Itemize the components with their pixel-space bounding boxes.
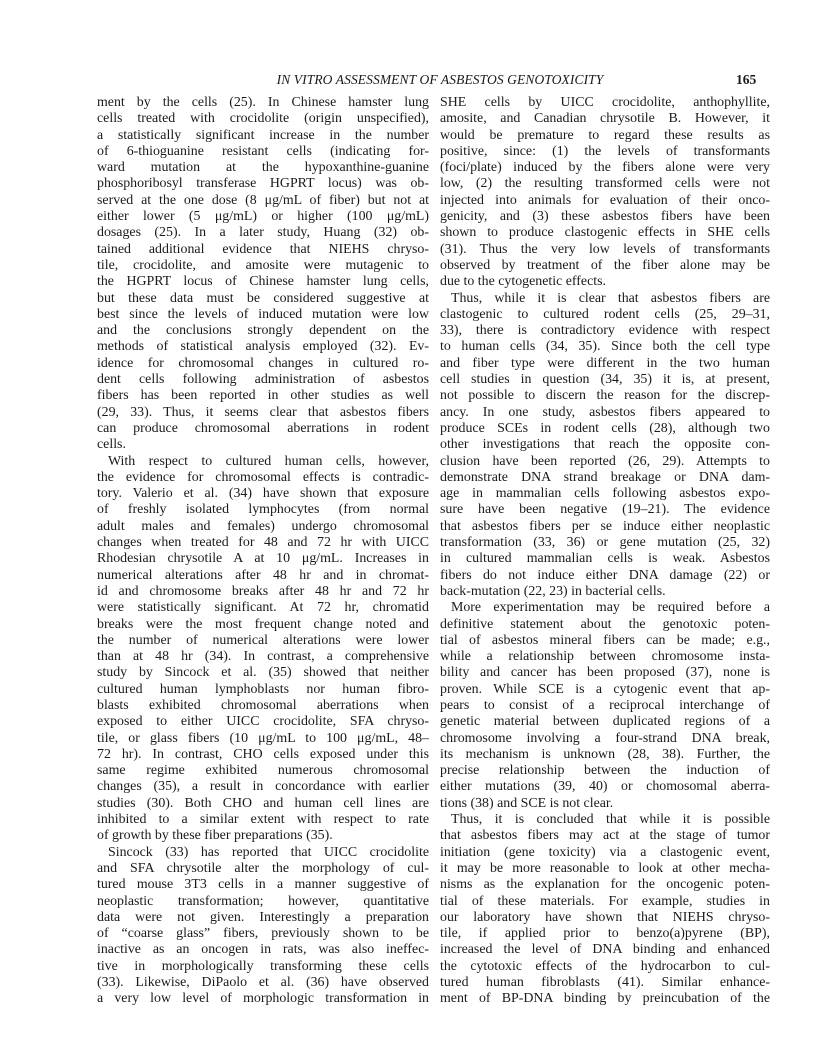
- paragraph: [440, 600, 770, 812]
- text-column-right: [440, 95, 770, 1008]
- text-line: tial of these materials. For example, studies in: [440, 893, 770, 909]
- text-line: and the conclusions strongly dependent on the: [97, 323, 429, 339]
- text-line: the number of numerical alterations were lower: [97, 632, 429, 648]
- text-line: tial of asbestos mineral fibers can be made; e.g.,: [440, 632, 770, 648]
- text-line: tions (38) and SCE is not clear.: [440, 795, 614, 811]
- text-line: numerical alterations after 48 hr and in chromat-: [97, 567, 429, 583]
- text-line: transformation (33, 36) or gene mutation (25, 32): [440, 535, 770, 551]
- text-line: due to the cytogenetic effects.: [440, 274, 606, 290]
- text-line: dosages (25). In a later study, Huang (32) ob-: [97, 225, 429, 241]
- text-line: shown to produce clastogenic effects in SHE cells: [440, 225, 770, 241]
- text-line: cultured human lymphoblasts nor human fibro-: [97, 681, 429, 697]
- text-line: Thus, while it is clear that asbestos fibers are: [451, 290, 770, 306]
- text-line: dent cells following administration of asbestos: [97, 372, 429, 388]
- text-line: clastogenic to cultured rodent cells (25, 29–31,: [440, 306, 770, 322]
- text-line: ancy. In one study, asbestos fibers appeared to: [440, 404, 770, 420]
- text-line: Sincock (33) has reported that UICC crocidolite: [108, 844, 429, 860]
- text-line: of freshly isolated lymphocytes (from normal: [97, 502, 429, 518]
- text-line: precise relationship between the induction of: [440, 763, 770, 779]
- text-line: definitive statement about the genotoxic poten-: [440, 616, 770, 632]
- text-line: while a relationship between chromosome insta-: [440, 649, 770, 665]
- text-line: neoplastic transformation; however, quantitative: [97, 893, 429, 909]
- text-line: inactive as an oncogen in rats, was also ineffec-: [97, 942, 429, 958]
- text-line: ward mutation at the hypoxanthine-guanine: [97, 160, 429, 176]
- text-line: tured mouse 3T3 cells in a manner suggestive of: [97, 877, 429, 893]
- text-line: fibers has been reported in other studies as well: [97, 388, 429, 404]
- text-line: not possible to discern the reason for the discrep-: [440, 388, 770, 404]
- text-line: best since the levels of induced mutation were low: [97, 306, 429, 322]
- text-line: demonstrate DNA strand breakage or DNA dam-: [440, 469, 770, 485]
- text-line: served at the one dose (8 μg/mL of fiber) but not at: [97, 192, 429, 208]
- text-line: Thus, it is concluded that while it is possible: [451, 812, 770, 828]
- text-line: injected into animals for evaluation of their onco-: [440, 192, 770, 208]
- text-line: tile, if applied prior to benzo(a)pyrene (BP),: [440, 926, 770, 942]
- text-line: data were not given. Interestingly a preparation: [97, 909, 429, 925]
- text-line: low, (2) the resulting transformed cells were not: [440, 176, 770, 192]
- text-line: changes when treated for 48 and 72 hr with UICC: [97, 535, 429, 551]
- text-line: genicity, and (3) these asbestos fibers have been: [440, 209, 770, 225]
- text-line: tured human fibroblasts (41). Similar enhance-: [440, 975, 770, 991]
- text-line: a very low level of morphologic transformation in: [97, 991, 429, 1007]
- text-line: can produce chromosomal aberrations in rodent: [97, 420, 429, 436]
- text-line: id and chromosome breaks after 48 hr and 72 hr: [97, 583, 429, 599]
- text-line: of growth by these fiber preparations (35).: [97, 828, 333, 844]
- text-line: initiation (gene toxicity) via a clastogenic event,: [440, 844, 770, 860]
- text-line: Rhodesian chrysotile A at 10 μg/mL. Increases in: [97, 551, 429, 567]
- paragraph: [97, 454, 429, 845]
- text-line: pears to consist of a reciprocal interchange of: [440, 697, 770, 713]
- text-line: With respect to cultured human cells, however,: [108, 453, 429, 469]
- text-line: clusion have been reported (26, 29). Attempts to: [440, 453, 770, 469]
- text-line: observed by treatment of the fiber alone may be: [440, 257, 770, 273]
- text-line: produce SCEs in rodent cells (28), although two: [440, 420, 770, 436]
- text-line: to human cells (34, 35). Since both the cell type: [440, 339, 770, 355]
- text-line: and fiber type were different in the two human: [440, 355, 770, 371]
- text-line: phosphoribosyl transferase HGPRT locus) was ob-: [97, 176, 429, 192]
- text-line: inhibited to a similar extent with respect to rate: [97, 812, 429, 828]
- text-line: either lower (5 μg/mL) or higher (100 μg/mL): [97, 209, 429, 225]
- text-line: age in mammalian cells following asbestos expo-: [440, 486, 770, 502]
- text-line: chromosome involving a four-strand DNA break,: [440, 730, 770, 746]
- text-line: study by Sincock et al. (35) showed that neither: [97, 665, 429, 681]
- text-line: amosite, and Canadian chrysotile B. However, it: [440, 111, 770, 127]
- text-line: either mutations (39, 40) or chomosomal aberra-: [440, 779, 770, 795]
- text-line: blasts exhibited chromosomal aberrations when: [97, 697, 429, 713]
- text-line: its mechanism is unknown (28, 38). Further, the: [440, 746, 770, 762]
- text-line: fibers do not induce either DNA damage (22) or: [440, 567, 770, 583]
- text-line: it may be more reasonable to look at other mecha-: [440, 860, 770, 876]
- text-line: of “coarse glass” fibers, previously shown to be: [97, 926, 429, 942]
- text-line: a statistically significant increase in the number: [97, 127, 429, 143]
- text-line: tile, crocidolite, and amosite were mutagenic to: [97, 257, 429, 273]
- text-line: adult males and females) undergo chromosomal: [97, 518, 429, 534]
- paragraph: [97, 95, 429, 454]
- text-line: 33), there is contradictory evidence with respect: [440, 323, 770, 339]
- text-column-left: [97, 95, 429, 1008]
- running-title: IN VITRO ASSESSMENT OF ASBESTOS GENOTOXICITY: [276, 72, 604, 87]
- text-line: in cultured mammalian cells is weak. Asbestos: [440, 551, 770, 567]
- text-line: tory. Valerio et al. (34) have shown that exposure: [97, 486, 429, 502]
- text-line: the cytotoxic effects of the hydrocarbon to cul-: [440, 958, 770, 974]
- text-line: 72 hr). In contrast, CHO cells exposed under this: [97, 746, 429, 762]
- text-line: bility and cancer has been proposed (37), none is: [440, 665, 770, 681]
- text-line: (29, 33). Thus, it seems clear that asbestos fibers: [97, 404, 429, 420]
- text-line: but these data must be considered suggestive at: [97, 290, 429, 306]
- text-line: (31). Thus the very low levels of transformants: [440, 241, 770, 257]
- paragraph: [97, 845, 429, 1008]
- text-line: tained additional evidence that NIEHS chryso-: [97, 241, 429, 257]
- text-line: other investigations that reach the opposite con-: [440, 437, 770, 453]
- text-line: than at 48 hr (34). In contrast, a comprehensive: [97, 649, 429, 665]
- text-line: cells.: [97, 437, 126, 453]
- text-line: positive, since: (1) the levels of transformants: [440, 143, 770, 159]
- text-line: same regime exhibited numerous chromosomal: [97, 763, 429, 779]
- text-line: ment of BP-DNA binding by preincubation of the: [440, 991, 770, 1007]
- text-line: the evidence for chromosomal effects is contradic-: [97, 469, 429, 485]
- text-line: ment by the cells (25). In Chinese hamster lung: [97, 95, 429, 110]
- text-line: our laboratory have shown that NIEHS chryso-: [440, 909, 770, 925]
- text-line: studies (30). Both CHO and human cell lines are: [97, 795, 429, 811]
- paragraph: [440, 291, 770, 601]
- text-line: cell studies in question (34, 35) it is, at present,: [440, 372, 770, 388]
- text-line: tive in morphologically transforming these cells: [97, 958, 429, 974]
- text-line: (33). Likewise, DiPaolo et al. (36) have observed: [97, 975, 429, 991]
- text-line: proven. While SCE is a cytogenic event that ap-: [440, 681, 770, 697]
- text-line: sure have been negative (19–21). The evidence: [440, 502, 770, 518]
- paragraph: [440, 95, 770, 291]
- text-line: nisms as the explanation for the oncogenic poten-: [440, 877, 770, 893]
- text-line: genetic material between duplicated regions of a: [440, 714, 770, 730]
- text-line: (foci/plate) induced by the fibers alone were very: [440, 160, 770, 176]
- text-line: that asbestos fibers may act at the stage of tumor: [440, 828, 770, 844]
- text-line: methods of statistical analysis employed (32). Ev-: [97, 339, 429, 355]
- text-line: exposed to either UICC crocidolite, SFA chryso-: [97, 714, 429, 730]
- text-line: cells treated with crocidolite (origin unspecified),: [97, 111, 429, 127]
- paragraph: [440, 812, 770, 1008]
- text-line: and SFA chrysotile alter the morphology of cul-: [97, 860, 429, 876]
- text-line: of 6-thioguanine resistant cells (indicating for-: [97, 143, 429, 159]
- text-line: breaks were the most frequent change noted and: [97, 616, 429, 632]
- text-line: were statistically significant. At 72 hr, chromatid: [97, 600, 429, 616]
- text-line: SHE cells by UICC crocidolite, anthophyllite,: [440, 95, 770, 110]
- text-line: idence for chromosomal changes in cultured ro-: [97, 355, 429, 371]
- text-line: that asbestos fibers per se induce either neoplastic: [440, 518, 770, 534]
- page-number: 165: [736, 72, 757, 87]
- text-line: tile, or glass fibers (10 μg/mL to 100 μg/mL, 48–: [97, 730, 429, 746]
- text-line: More experimentation may be required before a: [451, 600, 770, 616]
- text-line: would be premature to regard these results as: [440, 127, 770, 143]
- text-line: changes (35), a result in concordance with earlier: [97, 779, 429, 795]
- text-line: increased the level of DNA binding and enhanced: [440, 942, 770, 958]
- text-line: the HGPRT locus of Chinese hamster lung cells,: [97, 274, 429, 290]
- text-line: back-mutation (22, 23) in bacterial cells.: [440, 583, 666, 599]
